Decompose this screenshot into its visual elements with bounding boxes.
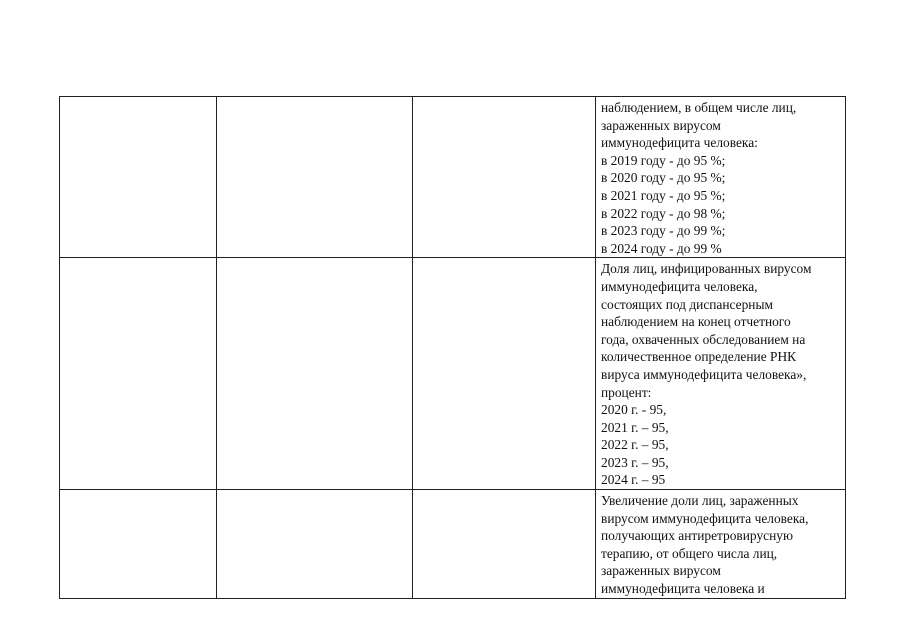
text-line: терапию, от общего числа лиц, — [601, 545, 778, 561]
table-cell-empty — [60, 490, 217, 599]
text-line: Увеличение доли лиц, зараженных — [601, 493, 799, 509]
text-line: наблюдением на конец отчетного — [601, 314, 791, 330]
text-line: 2020 г. - 95, — [601, 402, 667, 418]
text-line: наблюдением, в общем числе лиц, — [601, 100, 797, 115]
table-cell-empty — [413, 97, 596, 258]
table-cell-empty — [217, 97, 413, 258]
table-cell-indicator — [596, 97, 846, 258]
text-line: процент: — [601, 384, 652, 400]
text-line: в 2020 году - до 95 %; — [601, 170, 726, 186]
table-cell-indicator — [596, 258, 846, 490]
table-cell-empty — [60, 258, 217, 490]
indicator-text — [596, 97, 845, 257]
text-line: иммунодефицита человека: — [601, 135, 758, 151]
text-line: Доля лиц, инфицированных вирусом — [601, 261, 812, 277]
indicators-table — [59, 96, 846, 599]
table-row — [60, 490, 846, 599]
text-line: в 2023 году - до 99 %; — [601, 223, 726, 239]
text-line: 2021 г. – 95, — [601, 419, 669, 435]
table-row — [60, 258, 846, 490]
text-line: иммунодефицита человека, — [601, 278, 758, 294]
table-cell-empty — [60, 97, 217, 258]
text-line: вируса иммунодефицита человека», — [601, 366, 807, 382]
text-line: 2022 г. – 95, — [601, 437, 669, 453]
indicator-text — [596, 258, 845, 489]
text-line: зараженных вирусом — [601, 117, 721, 133]
table-cell-empty — [413, 258, 596, 490]
text-line: получающих антиретровирусную — [601, 528, 793, 544]
text-line: в 2021 году - до 95 %; — [601, 187, 726, 203]
text-line: 2023 г. – 95, — [601, 454, 669, 470]
text-line: в 2022 году - до 98 %; — [601, 205, 726, 221]
table-cell-empty — [413, 490, 596, 599]
table-cell-indicator — [596, 490, 846, 599]
table-cell-empty — [217, 490, 413, 599]
text-line: в 2019 году - до 95 %; — [601, 152, 726, 168]
indicator-text — [596, 490, 845, 598]
text-line: в 2024 году - до 99 % — [601, 240, 722, 256]
text-line: состоящих под диспансерным — [601, 296, 773, 312]
table-cell-empty — [217, 258, 413, 490]
text-line: количественное определение РНК — [601, 349, 797, 365]
text-line: иммунодефицита человека и — [601, 581, 765, 597]
text-line: зараженных вирусом — [601, 563, 721, 579]
text-line: года, охваченных обследованием на — [601, 331, 806, 347]
text-line: вирусом иммунодефицита человека, — [601, 510, 809, 526]
table-row — [60, 97, 846, 258]
text-line: 2024 г. – 95 — [601, 472, 666, 488]
